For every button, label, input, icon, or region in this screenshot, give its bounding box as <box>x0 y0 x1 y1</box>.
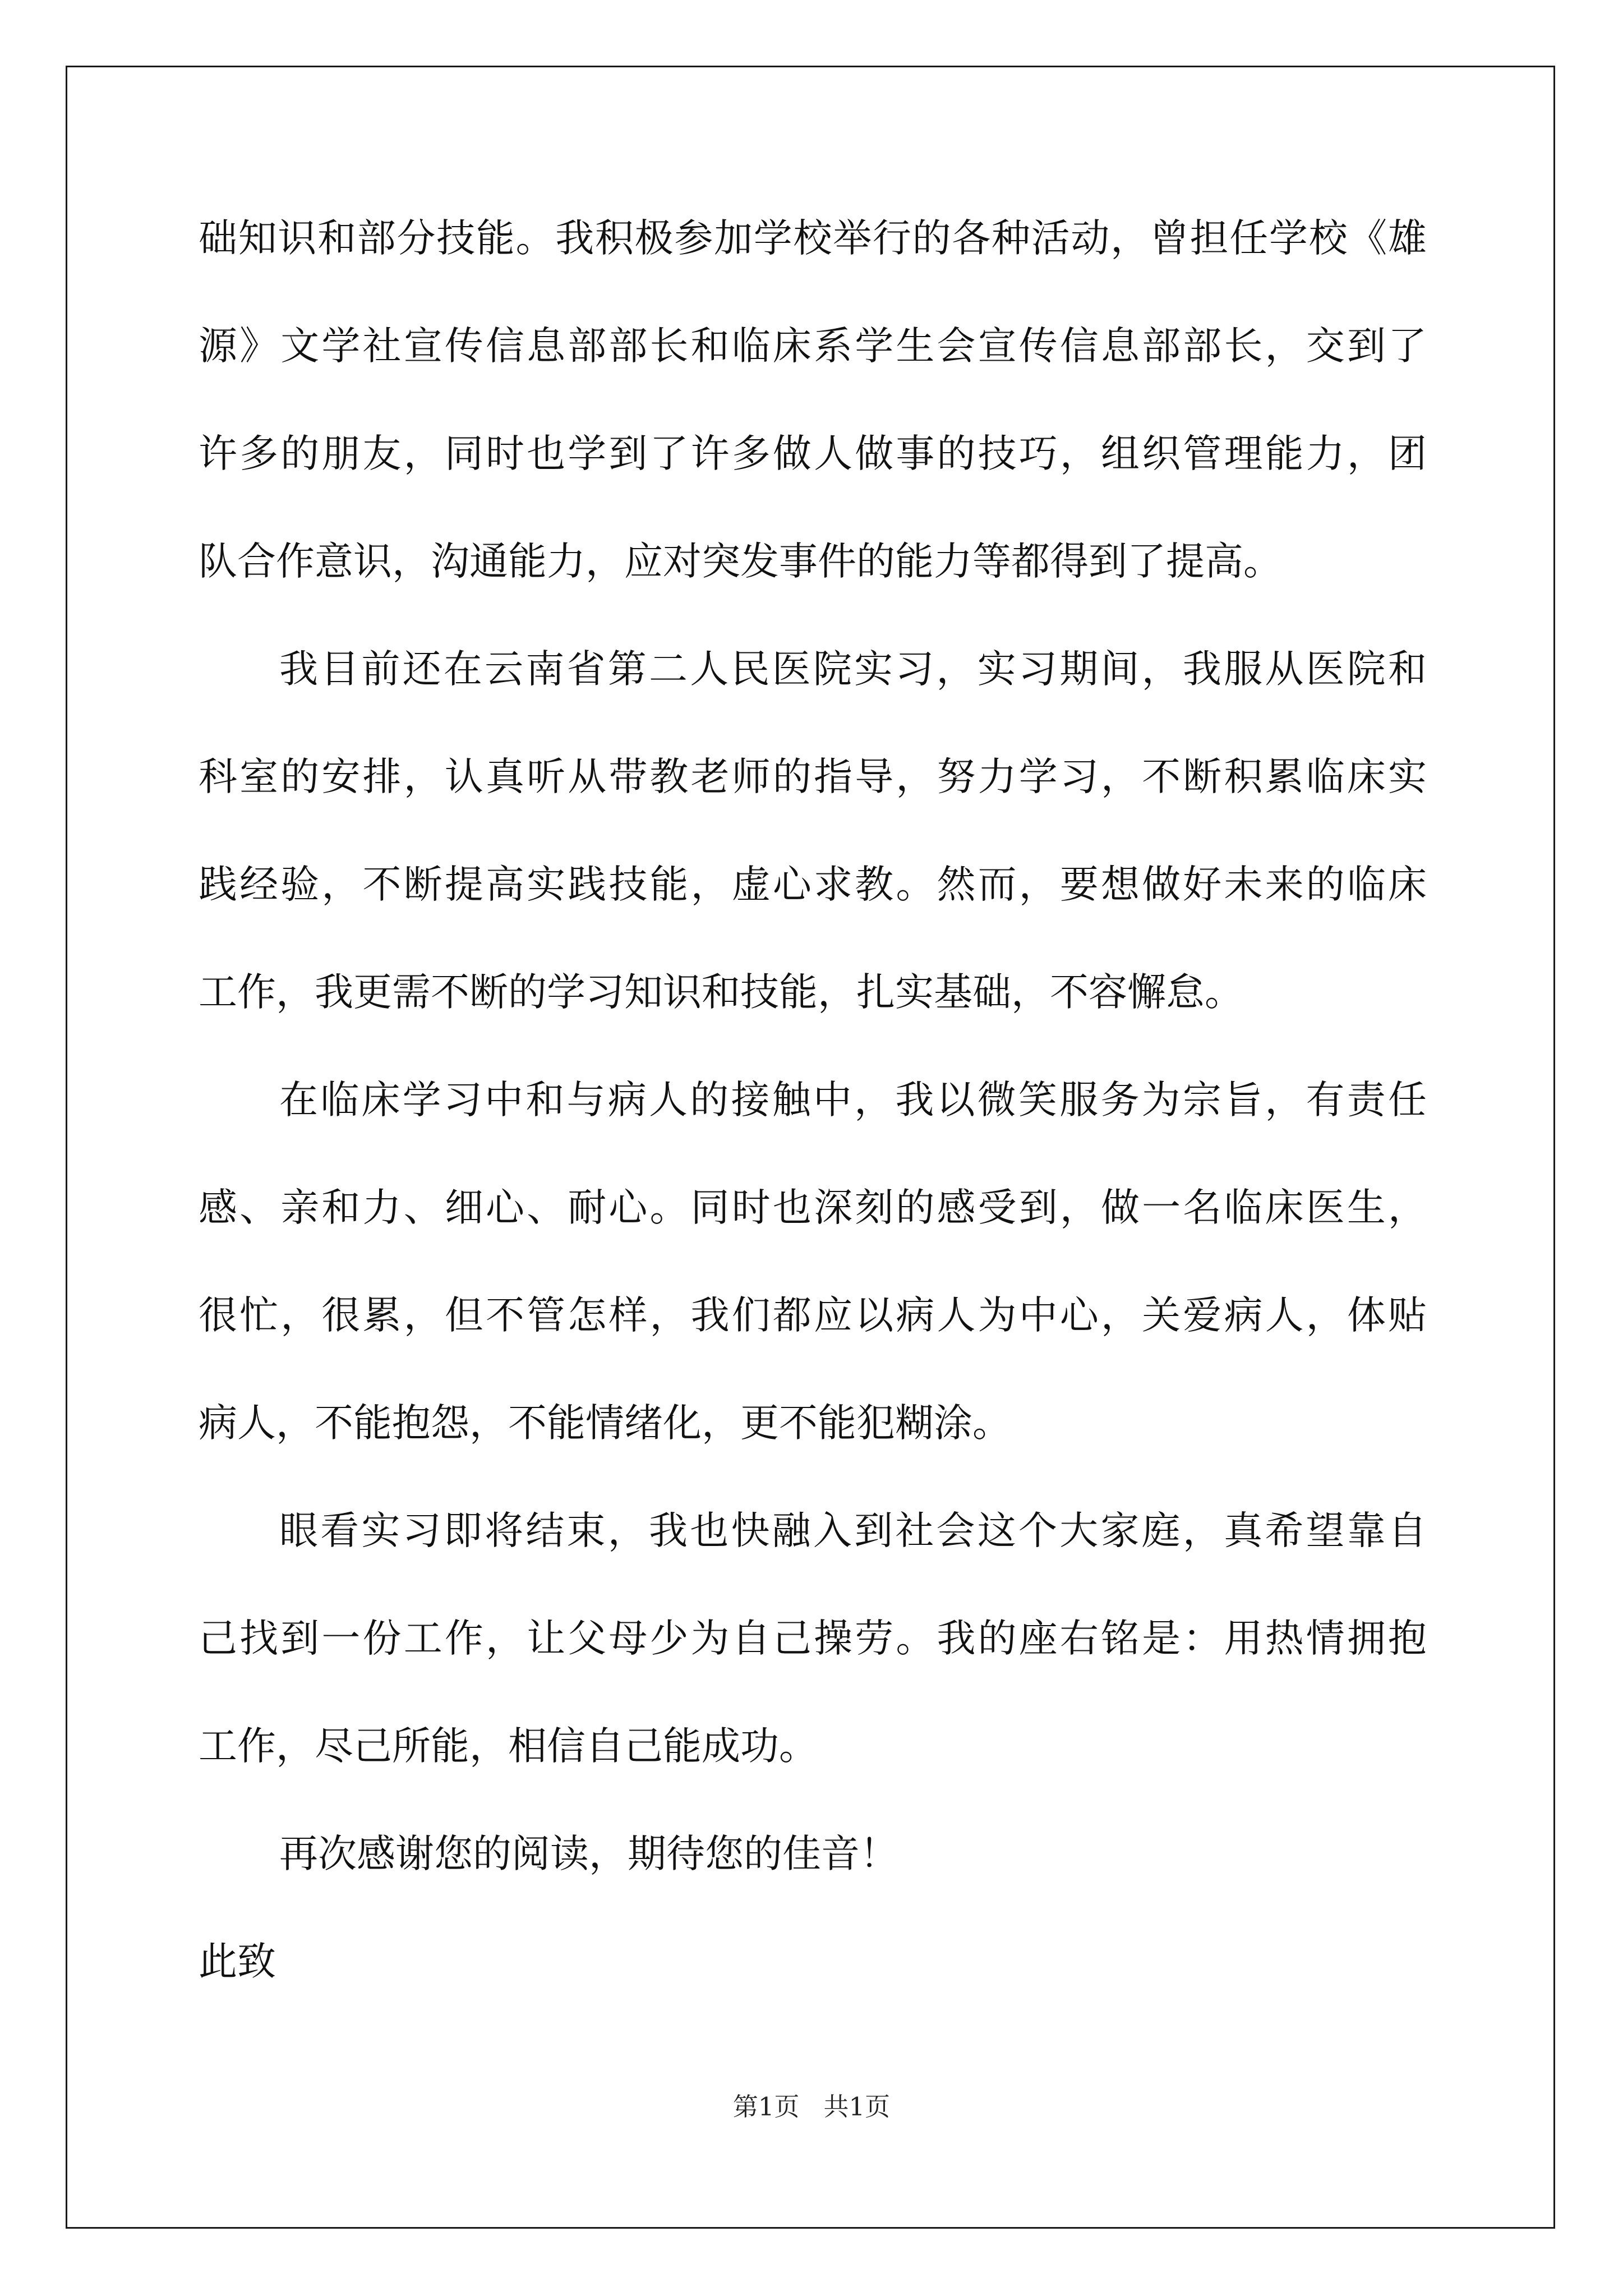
paragraph-2-line-2: 科室的安排，认真听从带教老师的指导，努力学习，不断积累临床实 <box>199 754 1427 799</box>
footer-separator <box>800 2092 824 2122</box>
page-number: 第1页 <box>732 2092 800 2122</box>
page-total: 共1页 <box>823 2092 891 2122</box>
paragraph-1-line-3: 许多的朋友，同时也学到了许多做人做事的技巧，组织管理能力，团 <box>199 431 1427 476</box>
paragraph-1-line-4: 队合作意识，沟通能力，应对突发事件的能力等都得到了提高。 <box>199 539 1282 584</box>
paragraph-5-line-1: 再次感谢您的阅读，期待您的佳音！ <box>279 1832 898 1876</box>
paragraph-4-line-2: 己找到一份工作，让父母少为自己操劳。我的座右铭是：用热情拥抱 <box>199 1616 1427 1661</box>
paragraph-3-line-4: 病人，不能抱怨，不能情绪化，更不能犯糊涂。 <box>199 1401 1011 1446</box>
paragraph-2-line-3: 践经验，不断提高实践技能，虚心求教。然而，要想做好未来的临床 <box>199 862 1427 907</box>
paragraph-2-line-1: 我目前还在云南省第二人民医院实习，实习期间，我服从医院和 <box>279 647 1427 692</box>
page-border <box>66 66 1555 2229</box>
closing-salutation: 此致 <box>199 1939 276 1984</box>
paragraph-1-line-2: 源》文学社宣传信息部部长和临床系学生会宣传信息部部长，交到了 <box>199 324 1427 369</box>
paragraph-3-line-3: 很忙，很累，但不管怎样，我们都应以病人为中心，关爱病人，体贴 <box>199 1293 1427 1338</box>
paragraph-3-line-2: 感、亲和力、细心、耐心。同时也深刻的感受到，做一名临床医生， <box>199 1185 1427 1230</box>
paragraph-2-line-4: 工作，我更需不断的学习知识和技能，扎实基础，不容懈怠。 <box>199 970 1243 1015</box>
paragraph-4-line-3: 工作，尽己所能，相信自己能成功。 <box>199 1724 818 1769</box>
paragraph-3-line-1: 在临床学习中和与病人的接触中，我以微笑服务为宗旨，有责任 <box>279 1078 1427 1122</box>
paragraph-4-line-1: 眼看实习即将结束，我也快融入到社会这个大家庭，真希望靠自 <box>279 1508 1427 1553</box>
paragraph-1-line-1: 础知识和部分技能。我积极参加学校举行的各种活动，曾担任学校《雄 <box>199 216 1427 261</box>
page-footer <box>0 2090 1623 2124</box>
